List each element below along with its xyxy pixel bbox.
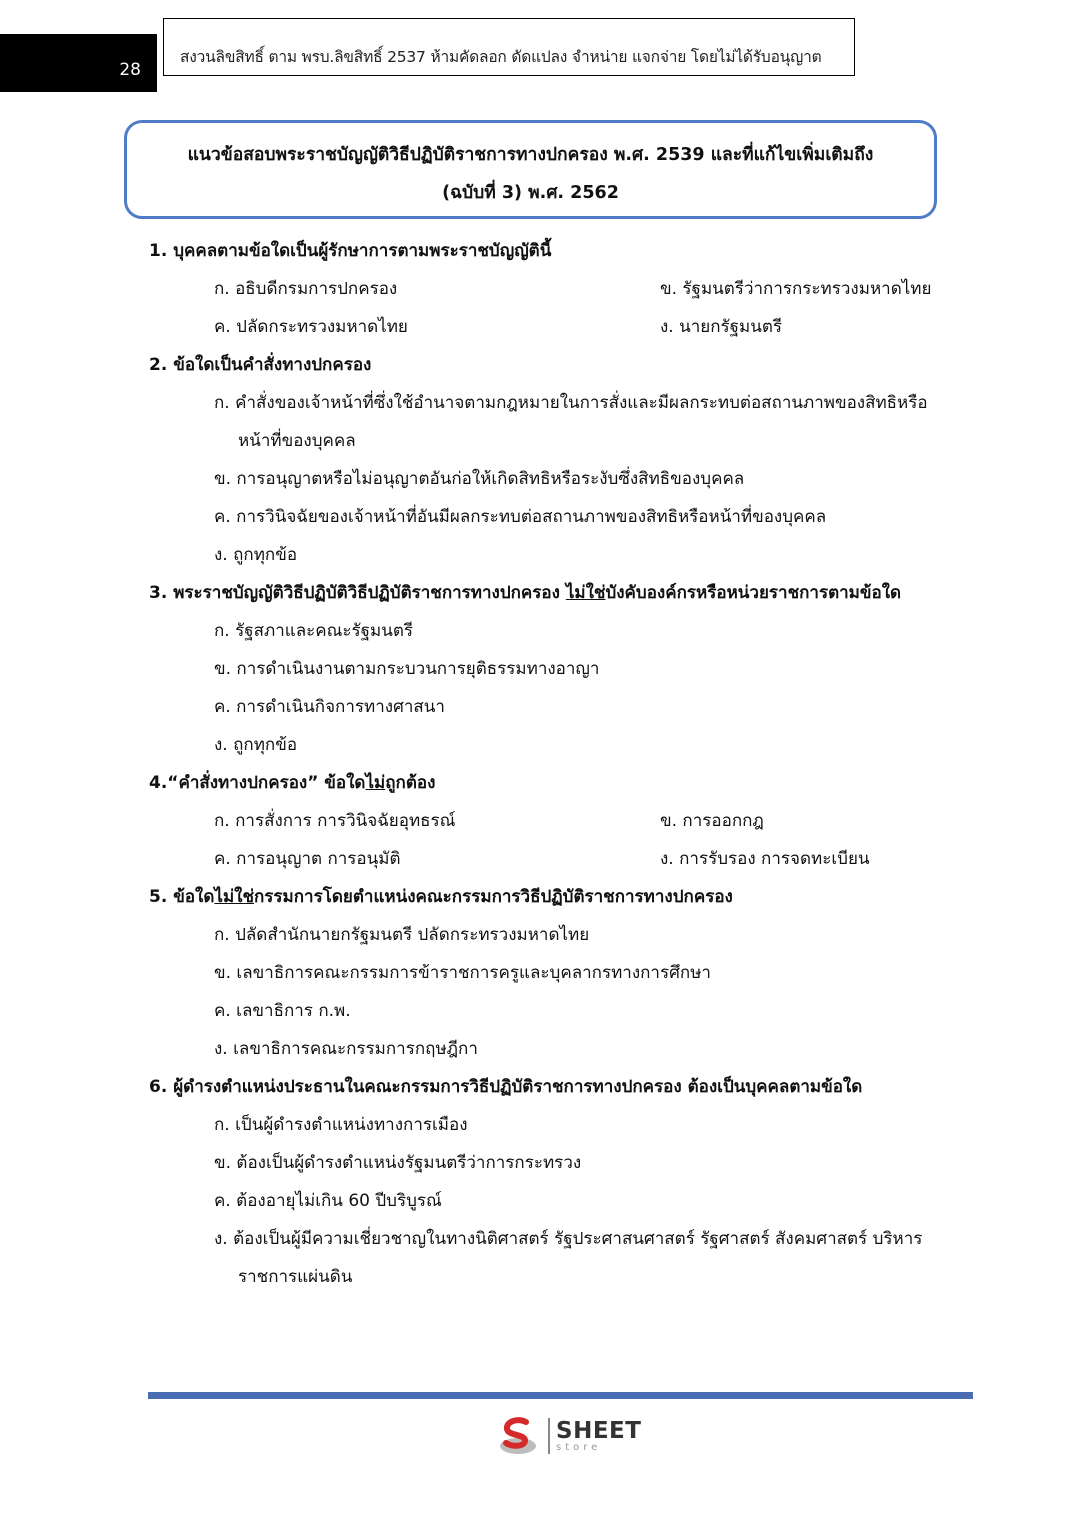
option-4b: ข. การออกกฎ	[660, 811, 764, 831]
question-2: 2. ข้อใดเป็นคำสั่งทางปกครอง	[149, 355, 372, 375]
question-list	[149, 232, 939, 1296]
option-3b: ข. การดำเนินงานตามกระบวนการยุติธรรมทางอาญา	[214, 659, 600, 679]
option-1a: ก. อธิบดีกรมการปกครอง	[214, 279, 398, 299]
option-6c: ค. ต้องอายุไม่เกิน 60 ปีบริบูรณ์	[214, 1191, 442, 1211]
logo-subword: store	[556, 1441, 602, 1453]
question-5: 5. ข้อใดไม่ใช่กรรมการโดยตำแหน่งคณะกรรมการวิธีปฏิบัติราชการทางปกครอง	[149, 887, 733, 907]
title-line-1: แนวข้อสอบพระราชบัญญัติวิธีปฏิบัติราชการทางปกครอง พ.ศ. 2539 และที่แก้ไขเพิ่มเติมถึง	[187, 145, 874, 165]
emphasis-not: ไม่ใช่	[565, 583, 606, 603]
title-box	[124, 120, 937, 219]
option-4a: ก. การสั่งการ การวินิจฉัยอุทธรณ์	[214, 811, 456, 831]
question-1: 1. บุคคลตามข้อใดเป็นผู้รักษาการตามพระราชบัญญัตินี้	[149, 241, 552, 261]
copyright-notice: สงวนลิขสิทธิ์ ตาม พรบ.ลิขสิทธิ์ 2537 ห้ามคัดลอก ดัดแปลง จำหน่าย แจกจ่าย โดยไม่ได้รับอนุญาต	[163, 18, 855, 76]
logo-word: SHEET	[556, 1417, 642, 1444]
option-2c: ค. การวินิจฉัยของเจ้าหน้าที่อันมีผลกระทบต่อสถานภาพของสิทธิหรือหน้าที่ของบุคคล	[214, 507, 827, 527]
title-line-2: (ฉบับที่ 3) พ.ศ. 2562	[442, 183, 619, 203]
option-2d: ง. ถูกทุกข้อ	[214, 545, 298, 565]
option-3a: ก. รัฐสภาและคณะรัฐมนตรี	[214, 621, 414, 641]
option-6d: ง. ต้องเป็นผู้มีความเชี่ยวชาญในทางนิติศาสตร์ รัฐประศาสนศาสตร์ รัฐศาสตร์ สังคมศาสตร์ บริหารราชการแผ่นดิน	[214, 1229, 923, 1287]
option-2b: ข. การอนุญาตหรือไม่อนุญาตอันก่อให้เกิดสิทธิหรือระงับซึ่งสิทธิของบุคคล	[214, 469, 745, 489]
option-6a: ก. เป็นผู้ดำรงตำแหน่งทางการเมือง	[214, 1115, 468, 1135]
question-4: 4.“คำสั่งทางปกครอง” ข้อใดไม่ถูกต้อง	[149, 773, 436, 793]
logo-separator	[548, 1418, 550, 1454]
footer-divider	[148, 1392, 973, 1399]
option-5a: ก. ปลัดสำนักนายกรัฐมนตรี ปลัดกระทรวงมหาดไทย	[214, 925, 590, 945]
s-logo-icon	[496, 1414, 540, 1458]
option-5c: ค. เลขาธิการ ก.พ.	[214, 1001, 351, 1021]
page-number: 28	[0, 34, 157, 92]
emphasis-not: ไม่ใช่	[214, 887, 254, 907]
option-5b: ข. เลขาธิการคณะกรรมการข้าราชการครูและบุคลากรทางการศึกษา	[214, 963, 711, 983]
option-1c: ค. ปลัดกระทรวงมหาดไทย	[214, 317, 408, 337]
option-1d: ง. นายกรัฐมนตรี	[660, 317, 783, 337]
option-3c: ค. การดำเนินกิจการทางศาสนา	[214, 697, 445, 717]
option-4d: ง. การรับรอง การจดทะเบียน	[660, 849, 870, 869]
option-5d: ง. เลขาธิการคณะกรรมการกฤษฎีกา	[214, 1039, 478, 1059]
sheet-store-logo	[496, 1414, 641, 1458]
emphasis-not: ไม่	[365, 773, 386, 793]
option-1b: ข. รัฐมนตรีว่าการกระทรวงมหาดไทย	[660, 279, 932, 299]
question-3: 3. พระราชบัญญัติวิธีปฏิบัติวิธีปฏิบัติราชการทางปกครอง ไม่ใช่บังคับองค์กรหรือหน่วยราชการตามข้อใด	[149, 583, 902, 603]
option-3d: ง. ถูกทุกข้อ	[214, 735, 298, 755]
option-2a: ก. คำสั่งของเจ้าหน้าที่ซึ่งใช้อำนาจตามกฎหมายในการสั่งและมีผลกระทบต่อสถานภาพของสิทธิหรือหน้าที่ของบุคคล	[214, 393, 928, 451]
option-4c: ค. การอนุญาต การอนุมัติ	[214, 849, 401, 869]
question-6: 6. ผู้ดำรงตำแหน่งประธานในคณะกรรมการวิธีปฏิบัติราชการทางปกครอง ต้องเป็นบุคคลตามข้อใด	[149, 1077, 863, 1097]
option-6b: ข. ต้องเป็นผู้ดำรงตำแหน่งรัฐมนตรีว่าการกระทรวง	[214, 1153, 582, 1173]
